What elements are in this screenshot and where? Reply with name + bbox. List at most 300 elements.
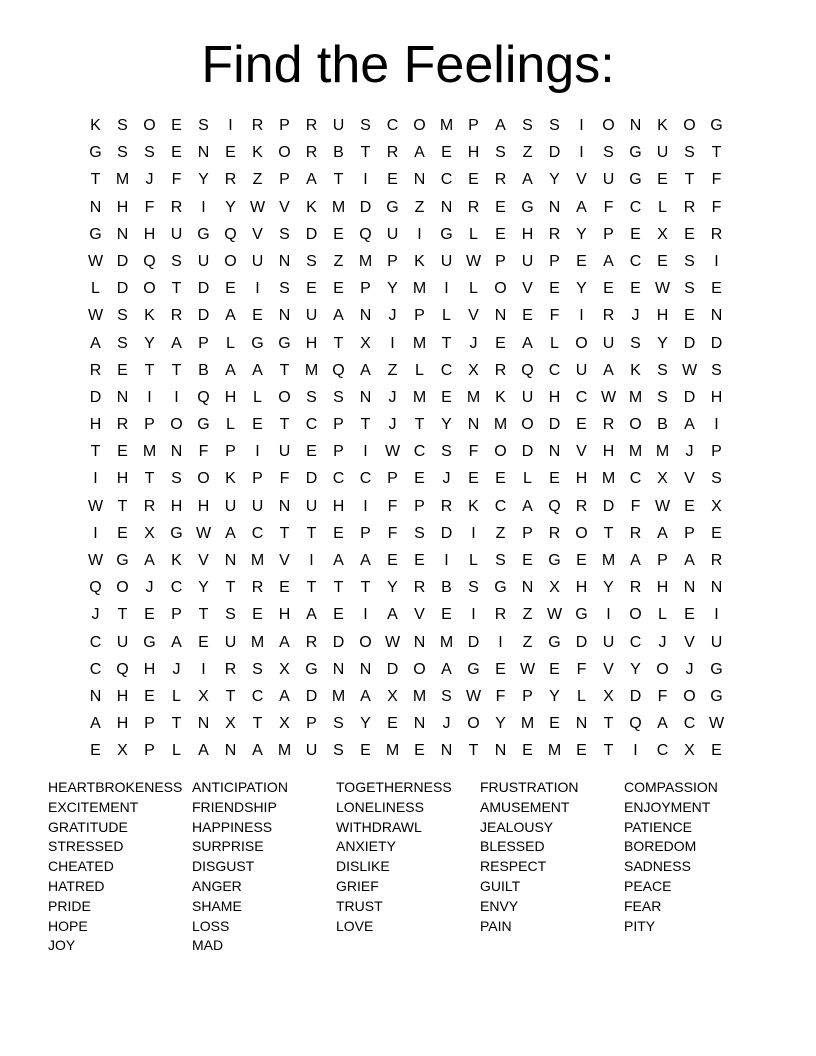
grid-letter[interactable]: W [681, 361, 698, 379]
grid-letter[interactable]: Y [657, 334, 668, 352]
grid-letter[interactable]: E [468, 171, 479, 189]
grid-letter[interactable]: G [143, 633, 156, 651]
grid-letter[interactable]: I [633, 742, 638, 760]
grid-letter[interactable]: C [440, 361, 453, 379]
grid-letter[interactable]: I [309, 552, 314, 569]
grid-letter[interactable]: S [495, 144, 506, 162]
grid-letter[interactable]: Z [522, 633, 533, 651]
grid-letter[interactable]: C [575, 388, 588, 406]
grid-letter[interactable]: U [575, 361, 588, 379]
grid-letter[interactable]: H [602, 443, 615, 461]
grid-letter[interactable]: K [414, 252, 425, 270]
grid-letter[interactable]: A [171, 633, 182, 651]
grid-letter[interactable]: E [576, 416, 587, 434]
grid-letter[interactable]: X [468, 361, 479, 379]
grid-letter[interactable]: E [657, 252, 668, 270]
grid-letter[interactable]: J [442, 470, 451, 488]
grid-letter[interactable]: M [115, 171, 130, 189]
grid-letter[interactable]: V [603, 660, 614, 678]
grid-letter[interactable]: A [657, 715, 668, 733]
grid-letter[interactable]: O [656, 660, 669, 678]
grid-letter[interactable]: D [305, 687, 318, 705]
grid-letter[interactable]: A [495, 117, 506, 134]
grid-letter[interactable]: W [708, 715, 725, 733]
grid-letter[interactable]: M [331, 198, 346, 216]
grid-letter[interactable]: S [684, 144, 695, 162]
grid-letter[interactable]: S [360, 117, 371, 134]
grid-letter[interactable]: Y [630, 660, 641, 678]
grid-letter[interactable]: D [197, 280, 210, 298]
grid-letter[interactable]: C [440, 171, 453, 189]
grid-letter[interactable]: L [415, 361, 424, 379]
grid-letter[interactable]: I [147, 388, 152, 406]
grid-letter[interactable]: A [225, 361, 236, 379]
grid-letter[interactable]: E [495, 198, 506, 216]
grid-letter[interactable]: E [684, 606, 695, 624]
grid-letter[interactable]: G [305, 660, 318, 678]
grid-letter[interactable]: N [197, 144, 210, 162]
grid-letter[interactable]: G [629, 144, 642, 162]
grid-letter[interactable]: A [603, 361, 614, 379]
grid-letter[interactable]: G [197, 225, 210, 243]
grid-letter[interactable]: Z [333, 252, 344, 270]
grid-letter[interactable]: P [144, 416, 155, 434]
grid-letter[interactable]: U [278, 443, 291, 461]
grid-letter[interactable]: Q [116, 660, 129, 678]
grid-letter[interactable]: U [116, 633, 129, 651]
grid-letter[interactable]: K [495, 388, 506, 406]
grid-letter[interactable]: H [710, 388, 723, 406]
grid-letter[interactable]: G [521, 198, 534, 216]
grid-letter[interactable]: G [89, 144, 102, 162]
grid-letter[interactable]: R [683, 198, 696, 216]
grid-letter[interactable]: V [279, 198, 290, 216]
grid-letter[interactable]: Z [522, 144, 533, 162]
grid-letter[interactable]: A [252, 361, 263, 379]
grid-letter[interactable]: G [548, 552, 561, 569]
grid-letter[interactable]: P [387, 470, 398, 488]
grid-letter[interactable]: K [306, 198, 317, 216]
grid-letter[interactable]: F [387, 497, 398, 515]
grid-letter[interactable]: N [89, 687, 102, 705]
grid-letter[interactable]: O [143, 280, 156, 298]
grid-letter[interactable]: E [576, 742, 587, 760]
grid-letter[interactable]: I [363, 443, 368, 461]
grid-letter[interactable]: N [440, 742, 453, 760]
grid-letter[interactable]: R [305, 144, 318, 162]
grid-letter[interactable]: T [171, 361, 182, 379]
grid-letter[interactable]: V [468, 307, 479, 325]
grid-letter[interactable]: R [170, 307, 183, 325]
grid-letter[interactable]: A [441, 660, 452, 678]
grid-letter[interactable]: S [684, 280, 695, 298]
grid-letter[interactable]: L [658, 606, 667, 624]
grid-letter[interactable]: V [684, 633, 695, 651]
grid-letter[interactable]: O [413, 660, 426, 678]
grid-letter[interactable]: W [600, 388, 617, 406]
grid-letter[interactable]: M [547, 742, 562, 760]
grid-letter[interactable]: E [549, 660, 560, 678]
grid-letter[interactable]: W [87, 552, 104, 569]
grid-letter[interactable]: R [548, 225, 561, 243]
grid-letter[interactable]: C [332, 470, 345, 488]
grid-letter[interactable]: A [360, 687, 371, 705]
grid-letter[interactable]: U [602, 171, 615, 189]
grid-letter[interactable]: D [683, 334, 696, 352]
grid-letter[interactable]: M [412, 280, 427, 298]
grid-letter[interactable]: H [656, 307, 669, 325]
grid-letter[interactable]: N [278, 307, 291, 325]
grid-letter[interactable]: D [467, 633, 480, 651]
grid-letter[interactable]: I [255, 443, 260, 461]
grid-letter[interactable]: Y [225, 198, 236, 216]
grid-letter[interactable]: U [332, 117, 345, 134]
grid-letter[interactable]: E [711, 524, 722, 542]
grid-letter[interactable]: V [279, 552, 290, 569]
grid-letter[interactable]: H [143, 660, 156, 678]
grid-letter[interactable]: N [224, 552, 237, 569]
grid-letter[interactable]: P [549, 252, 560, 270]
grid-letter[interactable]: E [522, 307, 533, 325]
grid-letter[interactable]: R [494, 361, 507, 379]
grid-letter[interactable]: S [657, 361, 668, 379]
grid-letter[interactable]: E [603, 280, 614, 298]
grid-letter[interactable]: A [333, 552, 344, 569]
grid-letter[interactable]: C [494, 497, 507, 515]
grid-letter[interactable]: T [360, 416, 371, 434]
grid-letter[interactable]: J [145, 171, 154, 189]
grid-letter[interactable]: P [144, 715, 155, 733]
grid-letter[interactable]: T [117, 606, 128, 624]
grid-letter[interactable]: L [91, 280, 100, 298]
grid-letter[interactable]: M [628, 388, 643, 406]
grid-letter[interactable]: K [171, 552, 182, 569]
grid-letter[interactable]: G [629, 171, 642, 189]
grid-letter[interactable]: E [333, 225, 344, 243]
grid-letter[interactable]: T [279, 416, 290, 434]
grid-letter[interactable]: Y [576, 225, 587, 243]
grid-letter[interactable]: A [360, 361, 371, 379]
grid-letter[interactable]: M [331, 687, 346, 705]
grid-letter[interactable]: M [358, 252, 373, 270]
grid-letter[interactable]: O [170, 416, 183, 434]
grid-letter[interactable]: R [413, 579, 426, 597]
grid-letter[interactable]: T [279, 524, 290, 542]
grid-letter[interactable]: X [549, 579, 560, 597]
grid-letter[interactable]: V [414, 606, 425, 624]
grid-letter[interactable]: W [87, 497, 104, 515]
grid-letter[interactable]: J [172, 660, 181, 678]
grid-letter[interactable]: C [629, 198, 642, 216]
grid-letter[interactable]: P [198, 334, 209, 352]
grid-letter[interactable]: F [279, 470, 290, 488]
grid-letter[interactable]: D [89, 388, 102, 406]
grid-letter[interactable]: F [711, 198, 722, 216]
grid-letter[interactable]: Z [387, 361, 398, 379]
grid-letter[interactable]: R [575, 497, 588, 515]
grid-letter[interactable]: A [306, 171, 317, 189]
grid-letter[interactable]: T [306, 524, 317, 542]
grid-letter[interactable]: T [90, 443, 101, 461]
grid-letter[interactable]: S [333, 742, 344, 760]
grid-letter[interactable]: O [521, 416, 534, 434]
grid-letter[interactable]: I [714, 606, 719, 624]
grid-letter[interactable]: Y [549, 687, 560, 705]
grid-letter[interactable]: N [494, 742, 507, 760]
grid-letter[interactable]: P [360, 280, 371, 298]
grid-letter[interactable]: O [575, 524, 588, 542]
grid-letter[interactable]: N [467, 416, 480, 434]
grid-letter[interactable]: J [388, 388, 397, 406]
grid-letter[interactable]: G [440, 225, 453, 243]
grid-letter[interactable]: L [172, 742, 181, 760]
grid-letter[interactable]: X [117, 742, 128, 760]
grid-letter[interactable]: O [683, 687, 696, 705]
grid-letter[interactable]: Q [332, 361, 345, 379]
grid-letter[interactable]: R [629, 524, 642, 542]
grid-letter[interactable]: H [224, 388, 237, 406]
grid-letter[interactable]: P [279, 171, 290, 189]
grid-letter[interactable]: C [656, 742, 669, 760]
grid-letter[interactable]: D [683, 388, 696, 406]
grid-letter[interactable]: A [522, 171, 533, 189]
grid-letter[interactable]: D [359, 198, 372, 216]
grid-letter[interactable]: E [711, 742, 722, 760]
grid-letter[interactable]: M [277, 742, 292, 760]
grid-letter[interactable]: J [388, 307, 397, 325]
grid-letter[interactable]: S [441, 687, 452, 705]
grid-letter[interactable]: L [226, 416, 235, 434]
grid-letter[interactable]: F [549, 307, 560, 325]
grid-letter[interactable]: V [522, 280, 533, 298]
grid-letter[interactable]: R [224, 660, 237, 678]
grid-letter[interactable]: P [711, 443, 722, 461]
grid-letter[interactable]: R [89, 361, 102, 379]
grid-letter[interactable]: A [630, 552, 641, 569]
grid-letter[interactable]: N [440, 198, 453, 216]
grid-letter[interactable]: G [251, 334, 264, 352]
grid-letter[interactable]: P [603, 225, 614, 243]
grid-letter[interactable]: A [684, 416, 695, 434]
grid-letter[interactable]: E [441, 388, 452, 406]
grid-letter[interactable]: R [602, 307, 615, 325]
grid-letter[interactable]: O [278, 388, 291, 406]
grid-letter[interactable]: C [251, 524, 264, 542]
grid-letter[interactable]: H [170, 497, 183, 515]
grid-letter[interactable]: Q [521, 361, 534, 379]
grid-letter[interactable]: N [224, 742, 237, 760]
grid-letter[interactable]: S [279, 225, 290, 243]
grid-letter[interactable]: U [521, 388, 534, 406]
grid-letter[interactable]: E [252, 307, 263, 325]
grid-letter[interactable]: I [579, 144, 584, 162]
grid-letter[interactable]: C [629, 633, 642, 651]
grid-letter[interactable]: R [251, 117, 264, 134]
grid-letter[interactable]: E [387, 171, 398, 189]
grid-letter[interactable]: E [90, 742, 101, 760]
grid-letter[interactable]: A [360, 552, 371, 569]
grid-letter[interactable]: H [116, 470, 129, 488]
grid-letter[interactable]: M [412, 687, 427, 705]
grid-letter[interactable]: S [495, 552, 506, 569]
grid-letter[interactable]: D [116, 252, 129, 270]
grid-letter[interactable]: V [252, 225, 263, 243]
grid-letter[interactable]: S [279, 280, 290, 298]
grid-letter[interactable]: G [170, 524, 183, 542]
grid-letter[interactable]: S [684, 252, 695, 270]
grid-letter[interactable]: B [657, 416, 668, 434]
grid-letter[interactable]: N [413, 633, 426, 651]
grid-letter[interactable]: N [116, 225, 129, 243]
grid-letter[interactable]: P [279, 117, 290, 134]
grid-letter[interactable]: E [117, 361, 128, 379]
grid-letter[interactable]: Y [360, 715, 371, 733]
grid-letter[interactable]: M [304, 361, 319, 379]
grid-letter[interactable]: X [387, 687, 398, 705]
grid-letter[interactable]: F [711, 171, 722, 189]
grid-letter[interactable]: R [710, 552, 723, 569]
grid-letter[interactable]: I [444, 552, 449, 569]
grid-letter[interactable]: G [467, 660, 480, 678]
grid-letter[interactable]: D [602, 497, 615, 515]
grid-letter[interactable]: C [683, 715, 696, 733]
grid-letter[interactable]: T [252, 715, 263, 733]
grid-letter[interactable]: G [710, 117, 723, 134]
grid-letter[interactable]: E [279, 579, 290, 597]
grid-letter[interactable]: L [226, 334, 235, 352]
grid-letter[interactable]: G [197, 416, 210, 434]
grid-letter[interactable]: Y [576, 280, 587, 298]
grid-letter[interactable]: P [522, 524, 533, 542]
grid-letter[interactable]: E [684, 225, 695, 243]
grid-letter[interactable]: T [603, 742, 614, 760]
grid-letter[interactable]: T [90, 171, 101, 189]
grid-letter[interactable]: G [278, 334, 291, 352]
grid-letter[interactable]: U [656, 144, 669, 162]
grid-letter[interactable]: E [441, 606, 452, 624]
grid-letter[interactable]: T [711, 144, 722, 162]
grid-letter[interactable]: H [116, 715, 129, 733]
grid-letter[interactable]: M [493, 416, 508, 434]
grid-letter[interactable]: E [549, 280, 560, 298]
grid-letter[interactable]: A [279, 687, 290, 705]
grid-letter[interactable]: I [606, 606, 611, 624]
grid-letter[interactable]: J [388, 416, 397, 434]
grid-letter[interactable]: R [116, 416, 129, 434]
grid-letter[interactable]: A [522, 497, 533, 515]
grid-letter[interactable]: T [171, 280, 182, 298]
grid-letter[interactable]: X [225, 715, 236, 733]
grid-letter[interactable]: N [710, 307, 723, 325]
grid-letter[interactable]: C [629, 470, 642, 488]
grid-letter[interactable]: M [439, 633, 454, 651]
grid-letter[interactable]: Q [89, 579, 102, 597]
grid-letter[interactable]: E [441, 144, 452, 162]
grid-letter[interactable]: V [684, 470, 695, 488]
grid-letter[interactable]: M [601, 552, 616, 569]
grid-letter[interactable]: U [224, 497, 237, 515]
grid-letter[interactable]: G [710, 687, 723, 705]
grid-letter[interactable]: M [628, 443, 643, 461]
grid-letter[interactable]: Q [629, 715, 642, 733]
grid-letter[interactable]: E [171, 144, 182, 162]
grid-letter[interactable]: A [576, 198, 587, 216]
grid-letter[interactable]: S [225, 606, 236, 624]
grid-letter[interactable]: M [601, 470, 616, 488]
grid-letter[interactable]: F [576, 660, 587, 678]
grid-letter[interactable]: T [144, 361, 155, 379]
grid-letter[interactable]: F [657, 687, 668, 705]
grid-letter[interactable]: G [116, 552, 129, 569]
grid-letter[interactable]: A [144, 552, 155, 569]
grid-letter[interactable]: I [228, 117, 233, 134]
grid-letter[interactable]: U [305, 742, 318, 760]
grid-letter[interactable]: E [171, 117, 182, 134]
grid-letter[interactable]: H [656, 579, 669, 597]
grid-letter[interactable]: G [548, 633, 561, 651]
grid-letter[interactable]: N [89, 198, 102, 216]
grid-letter[interactable]: P [252, 470, 263, 488]
grid-letter[interactable]: E [495, 334, 506, 352]
grid-letter[interactable]: P [414, 307, 425, 325]
grid-letter[interactable]: S [117, 307, 128, 325]
grid-letter[interactable]: Q [548, 497, 561, 515]
grid-letter[interactable]: O [359, 633, 372, 651]
grid-letter[interactable]: O [116, 579, 129, 597]
grid-letter[interactable]: P [468, 117, 479, 134]
grid-letter[interactable]: E [252, 416, 263, 434]
grid-letter[interactable]: D [575, 633, 588, 651]
grid-letter[interactable]: I [714, 252, 719, 270]
grid-letter[interactable]: T [603, 524, 614, 542]
grid-letter[interactable]: N [359, 307, 372, 325]
grid-letter[interactable]: N [413, 715, 426, 733]
grid-letter[interactable]: G [710, 660, 723, 678]
grid-letter[interactable]: E [117, 524, 128, 542]
grid-letter[interactable]: J [145, 579, 154, 597]
grid-letter[interactable]: Y [495, 715, 506, 733]
grid-letter[interactable]: E [468, 470, 479, 488]
grid-letter[interactable]: A [279, 633, 290, 651]
grid-letter[interactable]: E [522, 552, 533, 569]
grid-letter[interactable]: S [117, 117, 128, 134]
grid-letter[interactable]: P [387, 252, 398, 270]
grid-letter[interactable]: R [440, 497, 453, 515]
grid-letter[interactable]: L [469, 225, 478, 243]
grid-letter[interactable]: N [359, 660, 372, 678]
grid-letter[interactable]: D [629, 687, 642, 705]
grid-letter[interactable]: S [252, 660, 263, 678]
grid-letter[interactable]: U [602, 633, 615, 651]
grid-letter[interactable]: F [630, 497, 641, 515]
grid-letter[interactable]: C [170, 579, 183, 597]
grid-letter[interactable]: H [548, 388, 561, 406]
grid-letter[interactable]: U [170, 225, 183, 243]
grid-letter[interactable]: S [603, 144, 614, 162]
grid-letter[interactable]: R [548, 524, 561, 542]
grid-letter[interactable]: R [494, 171, 507, 189]
grid-letter[interactable]: Q [224, 225, 237, 243]
grid-letter[interactable]: J [631, 307, 640, 325]
grid-letter[interactable]: L [523, 470, 532, 488]
grid-letter[interactable]: Y [441, 416, 452, 434]
grid-letter[interactable]: L [172, 687, 181, 705]
grid-letter[interactable]: I [471, 606, 476, 624]
grid-letter[interactable]: T [117, 497, 128, 515]
grid-letter[interactable]: X [198, 687, 209, 705]
grid-letter[interactable]: R [494, 606, 507, 624]
grid-letter[interactable]: I [714, 416, 719, 434]
